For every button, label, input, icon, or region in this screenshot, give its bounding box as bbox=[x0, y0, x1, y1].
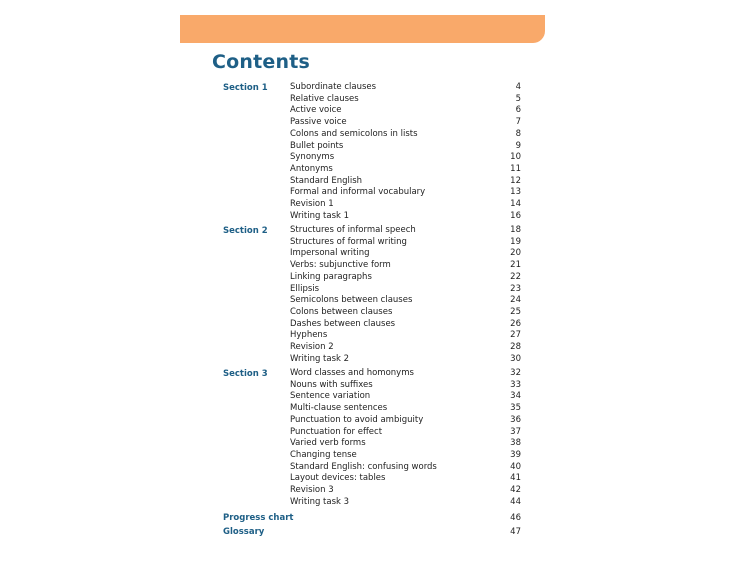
entry-page: 20 bbox=[510, 248, 521, 259]
entry-page: 34 bbox=[510, 391, 521, 402]
entry-title: Hyphens bbox=[290, 330, 328, 341]
toc-entry[interactable] bbox=[290, 260, 521, 272]
toc-entry[interactable] bbox=[290, 450, 521, 462]
entry-title: Colons and semicolons in lists bbox=[290, 128, 418, 139]
entry-page: 19 bbox=[510, 236, 521, 247]
entry-title: Changing tense bbox=[290, 449, 357, 460]
entry-title: Varied verb forms bbox=[290, 438, 366, 449]
entry-page: 5 bbox=[515, 93, 521, 104]
entry-title: Standard English bbox=[290, 175, 363, 186]
toc-entry[interactable] bbox=[290, 237, 521, 249]
entry-page: 11 bbox=[510, 163, 521, 174]
entry-title: Passive voice bbox=[290, 117, 347, 128]
entry-title: Nouns with suffixes bbox=[290, 379, 373, 390]
entry-page: 7 bbox=[515, 117, 521, 128]
entry-page: 33 bbox=[510, 379, 521, 390]
entry-title: Writing task 1 bbox=[290, 210, 350, 221]
entry-page: 9 bbox=[515, 140, 521, 151]
entry-page: 16 bbox=[510, 210, 521, 221]
entry-title: Punctuation for effect bbox=[290, 426, 383, 437]
toc-entry[interactable] bbox=[290, 117, 521, 129]
entry-page: 35 bbox=[510, 403, 521, 414]
toc-entry[interactable] bbox=[290, 295, 521, 307]
entry-title: Layout devices: tables bbox=[290, 473, 386, 484]
entry-page: 12 bbox=[510, 175, 521, 186]
toc-entry[interactable] bbox=[290, 307, 521, 319]
entry-page: 39 bbox=[510, 449, 521, 460]
extra-title: Glossary bbox=[223, 527, 265, 537]
entry-title: Standard English: confusing words bbox=[290, 461, 437, 472]
entry-title: Linking paragraphs bbox=[290, 271, 372, 282]
entry-title: Bullet points bbox=[290, 140, 344, 151]
toc-entry[interactable] bbox=[290, 284, 521, 296]
entry-title: Multi-clause sentences bbox=[290, 403, 388, 414]
entry-page: 14 bbox=[510, 199, 521, 209]
entry-title: Ellipsis bbox=[290, 283, 320, 294]
toc-entry[interactable] bbox=[290, 211, 521, 223]
toc-entry[interactable] bbox=[290, 152, 521, 164]
entry-title: Structures of informal speech bbox=[290, 225, 416, 235]
entry-title: Verbs: subjunctive form bbox=[290, 260, 391, 271]
entry-page: 41 bbox=[510, 473, 521, 484]
extra-page: 46 bbox=[510, 513, 521, 523]
toc-entry[interactable] bbox=[290, 342, 521, 354]
entry-page: 8 bbox=[515, 128, 521, 139]
entry-title: Relative clauses bbox=[290, 93, 359, 104]
toc-entry[interactable] bbox=[290, 187, 521, 199]
toc-extra-progress-chart[interactable] bbox=[223, 512, 521, 524]
entry-title: Revision 2 bbox=[290, 342, 334, 352]
entry-title: Punctuation to avoid ambiguity bbox=[290, 414, 424, 425]
entry-title: Structures of formal writing bbox=[290, 236, 407, 247]
entry-page: 4 bbox=[515, 82, 521, 92]
entry-page: 40 bbox=[510, 461, 521, 472]
entry-title: Writing task 3 bbox=[290, 496, 350, 507]
entry-title: Writing task 2 bbox=[290, 353, 350, 364]
entry-page: 6 bbox=[515, 105, 521, 116]
entry-title: Semicolons between clauses bbox=[290, 295, 413, 306]
entry-page: 18 bbox=[510, 225, 521, 235]
toc-entry[interactable] bbox=[290, 427, 521, 439]
toc-entry[interactable] bbox=[290, 82, 521, 94]
toc-entry[interactable] bbox=[290, 176, 521, 188]
entry-title: Word classes and homonyms bbox=[290, 368, 414, 378]
entry-title: Antonyms bbox=[290, 163, 333, 174]
entry-title: Sentence variation bbox=[290, 391, 371, 402]
toc-entry[interactable] bbox=[290, 199, 521, 211]
toc-entry[interactable] bbox=[290, 129, 521, 141]
header-banner bbox=[180, 15, 545, 43]
entry-page: 36 bbox=[510, 414, 521, 425]
toc-extra-glossary[interactable] bbox=[223, 526, 521, 538]
entry-title: Revision 3 bbox=[290, 485, 334, 495]
toc-entry[interactable] bbox=[290, 368, 521, 380]
toc-entry[interactable] bbox=[290, 319, 521, 331]
entry-page: 44 bbox=[510, 496, 521, 507]
entry-page: 23 bbox=[510, 283, 521, 294]
page-title: Contents bbox=[212, 51, 311, 73]
entry-title: Formal and informal vocabulary bbox=[290, 187, 426, 198]
entry-page: 37 bbox=[510, 426, 521, 437]
toc-entry[interactable] bbox=[290, 380, 521, 392]
entry-title: Colons between clauses bbox=[290, 306, 393, 317]
entry-title: Synonyms bbox=[290, 152, 335, 163]
toc-entry[interactable] bbox=[290, 164, 521, 176]
toc-entry[interactable] bbox=[290, 415, 521, 427]
toc-entry[interactable] bbox=[290, 391, 521, 403]
entry-page: 27 bbox=[510, 330, 521, 341]
toc-entry[interactable] bbox=[290, 354, 521, 366]
entry-title: Dashes between clauses bbox=[290, 318, 396, 329]
entry-page: 42 bbox=[510, 485, 521, 495]
entry-title: Active voice bbox=[290, 105, 342, 116]
toc-entry[interactable] bbox=[290, 438, 521, 450]
section-label: Section 1 bbox=[223, 83, 268, 93]
toc-entry[interactable] bbox=[290, 248, 521, 260]
toc-entry[interactable] bbox=[290, 497, 521, 509]
entry-page: 25 bbox=[510, 306, 521, 317]
entry-title: Revision 1 bbox=[290, 199, 334, 209]
toc-entry[interactable] bbox=[290, 141, 521, 153]
entry-title: Impersonal writing bbox=[290, 248, 370, 259]
entry-page: 32 bbox=[510, 368, 521, 378]
entry-page: 28 bbox=[510, 342, 521, 352]
extra-page: 47 bbox=[510, 527, 521, 537]
entry-page: 30 bbox=[510, 353, 521, 364]
entry-title: Subordinate clauses bbox=[290, 82, 377, 92]
toc-entry[interactable] bbox=[290, 225, 521, 237]
toc-entry[interactable] bbox=[290, 272, 521, 284]
toc-entry[interactable] bbox=[290, 94, 521, 106]
entry-page: 21 bbox=[510, 260, 521, 271]
section-label: Section 3 bbox=[223, 369, 268, 379]
toc-entry[interactable] bbox=[290, 330, 521, 342]
toc-entry[interactable] bbox=[290, 462, 521, 474]
entry-page: 38 bbox=[510, 438, 521, 449]
entry-page: 26 bbox=[510, 318, 521, 329]
extra-title: Progress chart bbox=[223, 513, 294, 523]
section-label: Section 2 bbox=[223, 226, 268, 236]
entry-page: 24 bbox=[510, 295, 521, 306]
entry-page: 13 bbox=[510, 187, 521, 198]
toc-entry[interactable] bbox=[290, 403, 521, 415]
entry-page: 10 bbox=[510, 152, 521, 163]
toc-entry[interactable] bbox=[290, 485, 521, 497]
entry-page: 22 bbox=[510, 271, 521, 282]
toc-entry[interactable] bbox=[290, 473, 521, 485]
toc-entry[interactable] bbox=[290, 105, 521, 117]
